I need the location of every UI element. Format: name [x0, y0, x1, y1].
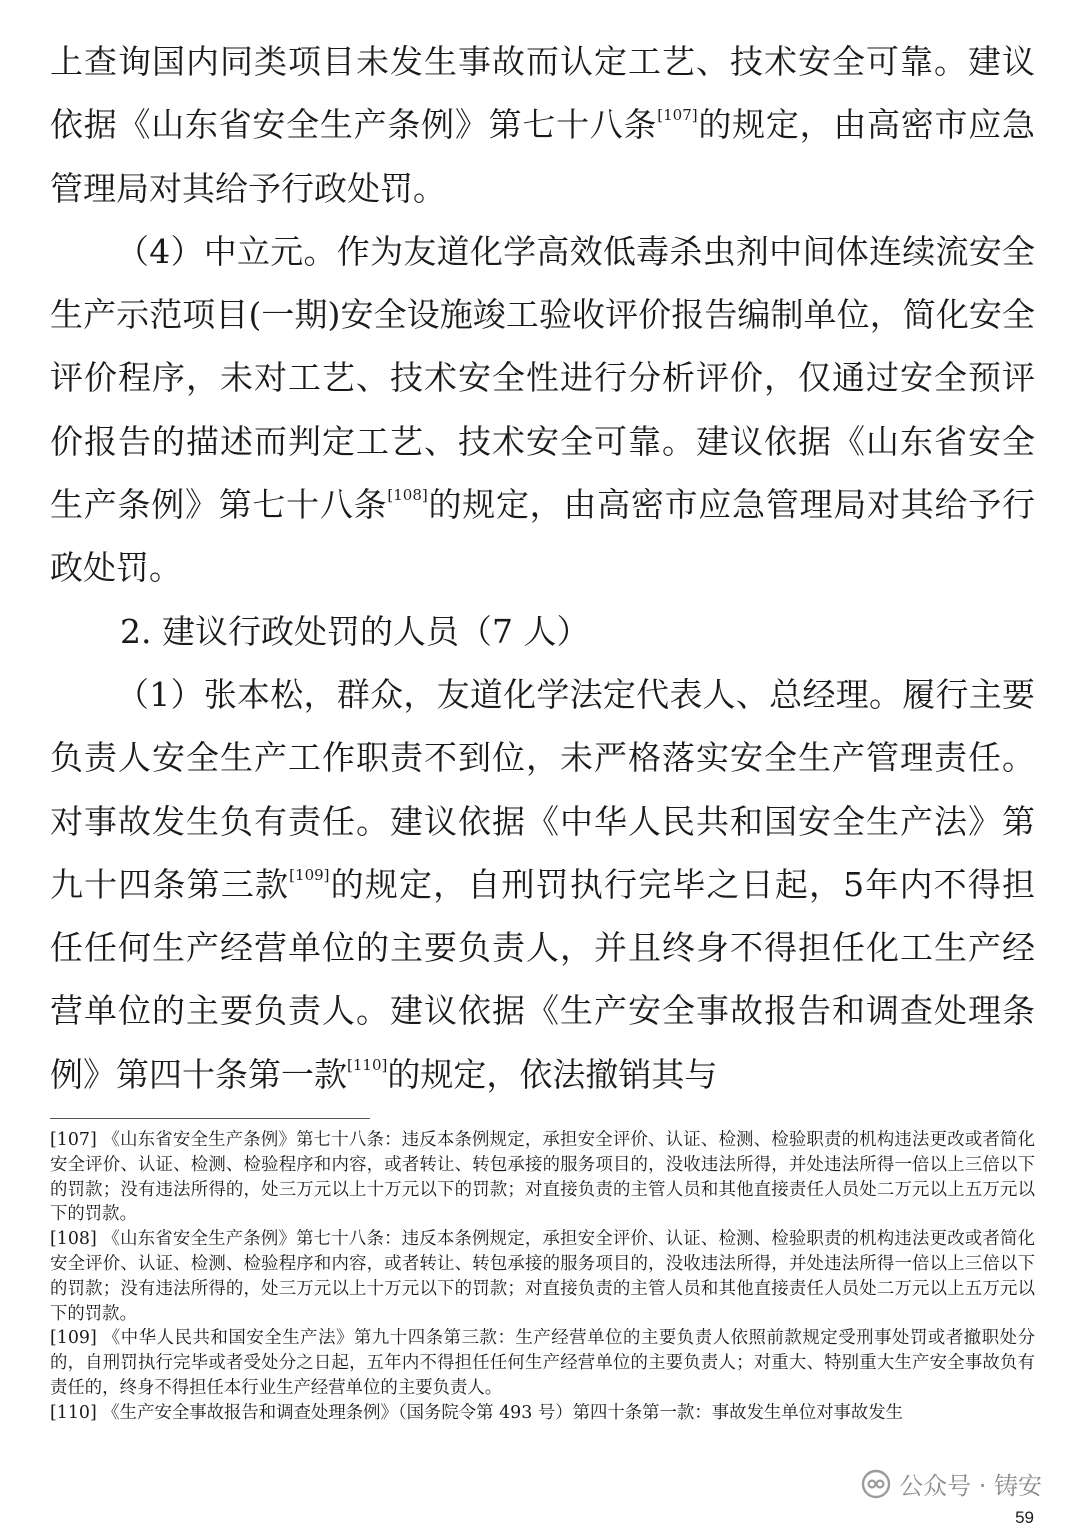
page-number: 59: [1015, 1508, 1034, 1527]
footnote-ref-108[interactable]: [108]: [387, 486, 428, 505]
watermark-text: 公众号 · 铸安: [899, 1472, 1042, 1500]
wechat-official-account-icon: [861, 1469, 891, 1499]
footnote-108: [108] 《山东省安全生产条例》第七十八条：违反本条例规定，承担安全评价、认证、检测、检验职责的机构违法更改或者简化安全评价、认证、检测、检验程序和内容，或者转让、转包承接的服务项目的，没收违法所得，并处违法所得一倍以上三倍以下的罚款；没有违法所得的，处三万元以上十万元以下的罚款；对直接负责的主管人员和其他直接责任人员处二万元以上五万元以下的罚款。: [50, 1229, 1035, 1324]
paragraph-text: 上查询国内同类项目未发生事故而认定工艺、技术安全可靠。建议依据《山东省安全生产条例》第七十八条: [50, 42, 1035, 145]
paragraph-text: 的规定，由高密市应急管理局对其给予行政处罚。: [50, 485, 1036, 588]
paragraph-text: （1）张本松，群众，友道化学法定代表人、总经理。履行主要负责人安全生产工作职责不到位，未严格落实安全生产管理责任。对事故发生负有责任。建议依据《中华人民共和国安全生产法》第九十四条第三款: [50, 674, 1035, 904]
paragraph-item-1: [50, 663, 1035, 1106]
paragraph-text: 的规定，依法撤销其与: [387, 1054, 718, 1094]
section-heading: 2. 建议行政处罚的人员（7 人）: [120, 611, 590, 651]
footnote-110: [110] 《生产安全事故报告和调查处理条例》（国务院令第 493 号）第四十条第一款：事故发生单位对事故发生: [50, 1402, 904, 1423]
footnote-divider: [50, 1118, 370, 1119]
watermark: [861, 1466, 1042, 1501]
footnote-ref-110[interactable]: [110]: [347, 1055, 388, 1074]
footnotes: [50, 1128, 1035, 1426]
paragraph-text: 的规定，自刑罚执行完毕之日起，5年内不得担任任何生产经营单位的主要负责人，并且终身不得担任化工生产经营单位的主要负责人。建议依据《生产安全事故报告和调查处理条例》第四十条第一款: [50, 864, 1036, 1094]
paragraph-continued: [50, 30, 1035, 220]
paragraph-item-4: [50, 220, 1035, 600]
footnote-ref-107[interactable]: [107]: [657, 106, 698, 125]
footnote-107: [107] 《山东省安全生产条例》第七十八条：违反本条例规定，承担安全评价、认证、检测、检验职责的机构违法更改或者简化安全评价、认证、检测、检验程序和内容，或者转让、转包承接的服务项目的，没收违法所得，并处违法所得一倍以上三倍以下的罚款；没有违法所得的，处三万元以上十万元以下的罚款；对直接负责的主管人员和其他直接责任人员处二万元以上五万元以下的罚款。: [50, 1130, 1035, 1225]
paragraph-text: 的规定，由高密市应急管理局对其给予行政处罚。: [50, 105, 1036, 208]
footnote-109: [109] 《中华人民共和国安全生产法》第九十四条第三款：生产经营单位的主要负责人依照前款规定受刑事处罚或者撤职处分的，自刑罚执行完毕或者受处分之日起，五年内不得担任任何生产经营单位的主要负责人；对重大、特别重大生产安全事故负有责任的，终身不得担任本行业生产经营单位的主要负责人。: [50, 1328, 1035, 1398]
paragraph-text: （4）中立元。作为友道化学高效低毒杀虫剂中间体连续流安全生产示范项目(一期)安全设施竣工验收评价报告编制单位，简化安全评价程序，未对工艺、技术安全性进行分析评价，仅通过安全预评价报告的描述而判定工艺、技术安全可靠。建议依据《山东省安全生产条例》第七十八条: [50, 231, 1035, 525]
footnote-ref-109[interactable]: [109]: [289, 865, 330, 884]
document-body: [50, 30, 1035, 1106]
